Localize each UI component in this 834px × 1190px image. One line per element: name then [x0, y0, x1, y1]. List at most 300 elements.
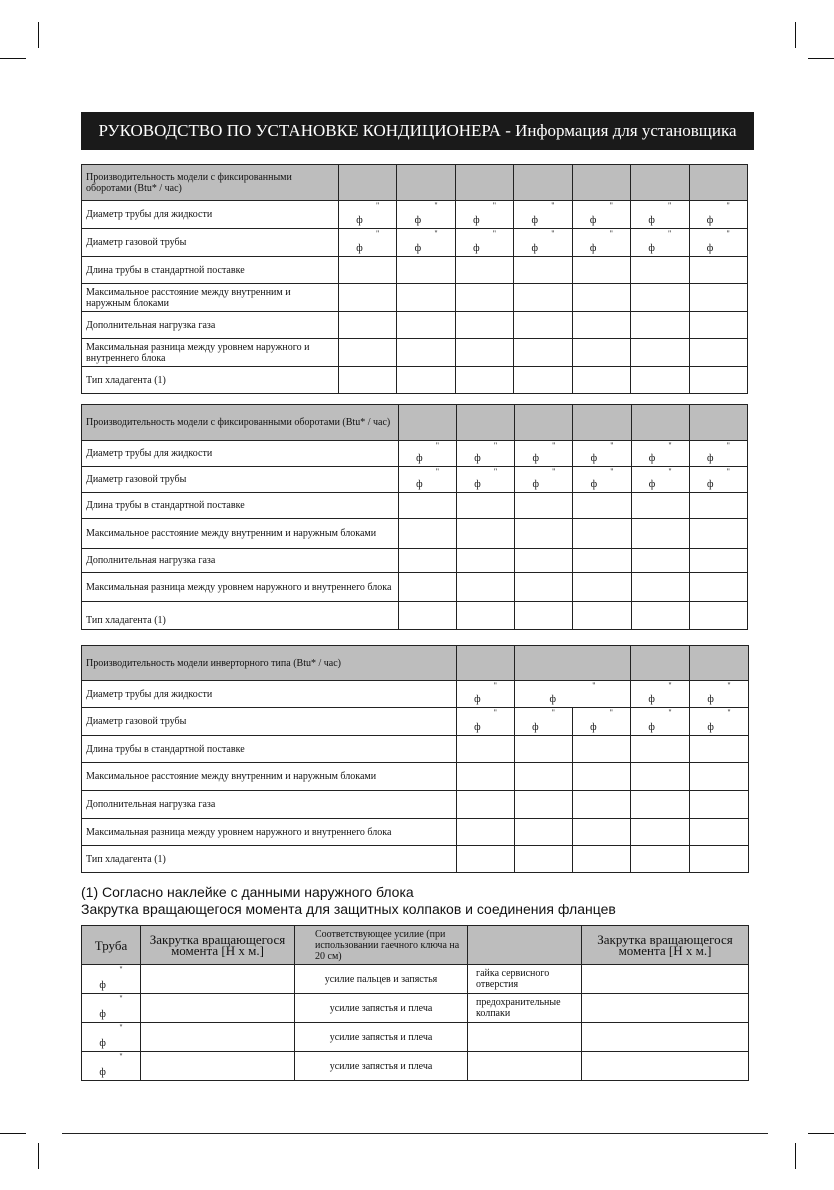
header-cell — [515, 405, 573, 441]
pipe-diameter-cell — [82, 965, 141, 994]
cell — [514, 339, 572, 367]
inch-symbol: " — [552, 467, 556, 476]
crop-mark — [38, 22, 39, 48]
table-header: Производительность модели с фиксированными оборотами (Btu* / час) — [82, 165, 339, 201]
header-cell — [455, 165, 513, 201]
diameter-cell — [455, 201, 513, 229]
cell — [515, 736, 573, 763]
table-header: Производительность модели инверторного типа (Btu* / час) — [82, 646, 457, 681]
cell — [689, 573, 747, 602]
cell — [514, 257, 572, 284]
cell — [457, 519, 515, 549]
cell — [515, 602, 573, 630]
row-label: Максимальное расстояние между внутренним и наружным блоками — [82, 763, 457, 791]
cell — [515, 519, 573, 549]
row-label: Максимальная разница между уровнем наружного и внутреннего блока — [82, 573, 399, 602]
cell — [689, 602, 747, 630]
cell — [399, 573, 457, 602]
cell — [631, 791, 690, 819]
diameter-cell — [631, 467, 689, 493]
row-label: Дополнительная нагрузка газа — [82, 312, 339, 339]
row-label: Дополнительная нагрузка газа — [82, 549, 399, 573]
inch-symbol: " — [609, 201, 613, 210]
phi-symbol: ф — [474, 453, 481, 464]
cell — [397, 284, 455, 312]
force-cell: усилие пальцев и запястья — [295, 965, 468, 994]
header-torque: Закрутка вращающегося момента [Н х м.] — [582, 926, 749, 965]
torque-table — [81, 925, 749, 1081]
phi-symbol: ф — [706, 243, 714, 254]
inch-symbol: " — [435, 441, 440, 450]
cell — [572, 257, 630, 284]
cell — [631, 819, 690, 846]
row-label: Тип хладагента (1) — [82, 846, 457, 873]
row-label: Максимальное расстояние между внутренним и наружным блоками — [82, 284, 339, 312]
cell — [689, 367, 747, 394]
phi-symbol: ф — [99, 980, 106, 991]
table-row — [82, 708, 749, 736]
spec-table-fixed-2 — [81, 404, 748, 630]
cell — [690, 763, 749, 791]
inch-symbol: " — [493, 467, 498, 476]
cell — [397, 312, 455, 339]
cell — [689, 312, 747, 339]
phi-symbol: ф — [414, 215, 422, 226]
cell — [141, 1023, 295, 1052]
cell — [631, 549, 689, 573]
cell — [631, 312, 689, 339]
diameter-cell — [690, 681, 749, 708]
phi-symbol: ф — [648, 722, 655, 733]
part-cell — [468, 1023, 582, 1052]
table-header: Производительность модели с фиксированными оборотами (Btu* / час) — [82, 405, 399, 441]
phi-symbol: ф — [590, 722, 597, 733]
cell — [455, 312, 513, 339]
phi-symbol: ф — [648, 243, 655, 254]
cell — [572, 339, 630, 367]
inch-symbol: " — [668, 201, 672, 210]
table-row — [82, 493, 748, 519]
inch-symbol: " — [119, 965, 123, 974]
phi-symbol: ф — [531, 243, 538, 254]
diameter-cell — [573, 441, 631, 467]
cell — [455, 284, 513, 312]
inch-symbol: " — [551, 201, 555, 210]
diameter-cell — [631, 229, 689, 257]
part-cell: гайка сервисного отверстия — [468, 965, 582, 994]
table-row — [82, 284, 748, 312]
cell — [582, 1023, 749, 1052]
table-row — [82, 367, 748, 394]
cell — [631, 493, 689, 519]
cell — [397, 257, 455, 284]
header-pipe: Труба — [82, 926, 141, 965]
cell — [573, 736, 631, 763]
cell — [573, 602, 631, 630]
header-cell — [631, 405, 689, 441]
table-row — [82, 441, 748, 467]
inch-symbol: " — [592, 681, 596, 690]
diameter-cell — [689, 201, 747, 229]
table-row — [82, 681, 749, 708]
cell — [689, 339, 747, 367]
diameter-cell — [573, 708, 631, 736]
inch-symbol: " — [434, 229, 438, 238]
inch-symbol: " — [493, 441, 498, 450]
crop-mark — [38, 1143, 39, 1169]
phi-symbol: ф — [590, 453, 598, 464]
inch-symbol: " — [668, 708, 672, 717]
row-label: Тип хладагента (1) — [82, 367, 339, 394]
cell — [339, 284, 397, 312]
diameter-cell — [339, 229, 397, 257]
inch-symbol: " — [726, 201, 730, 210]
diameter-cell — [572, 229, 630, 257]
cell — [399, 493, 457, 519]
row-label: Диаметр газовой трубы — [82, 708, 457, 736]
inch-symbol: " — [493, 708, 497, 717]
row-label: Длина трубы в стандартной поставке — [82, 257, 339, 284]
phi-symbol: ф — [474, 722, 481, 733]
cell — [582, 994, 749, 1023]
diameter-cell — [339, 201, 397, 229]
page-title: РУКОВОДСТВО ПО УСТАНОВКЕ КОНДИЦИОНЕРА - Информация для установщика — [81, 112, 754, 150]
phi-symbol: ф — [414, 243, 422, 254]
crop-mark — [795, 22, 796, 48]
cell — [582, 965, 749, 994]
row-label: Диаметр газовой трубы — [82, 229, 339, 257]
inch-symbol: " — [726, 441, 730, 450]
table-row — [82, 519, 748, 549]
header-force: Соответствующее усилие (при использовании гаечного ключа на 20 см) — [295, 926, 468, 965]
cell — [573, 846, 631, 873]
cell — [631, 257, 689, 284]
cell — [582, 1052, 749, 1081]
header-cell — [397, 165, 455, 201]
cell — [573, 763, 631, 791]
cell — [397, 367, 455, 394]
cell — [631, 736, 690, 763]
cell — [457, 493, 515, 519]
cell — [515, 573, 573, 602]
cell — [339, 312, 397, 339]
phi-symbol: ф — [416, 479, 423, 490]
inch-symbol: " — [668, 229, 672, 238]
diameter-cell — [397, 201, 455, 229]
cell — [457, 736, 515, 763]
phi-symbol: ф — [532, 722, 539, 733]
inch-symbol: " — [609, 708, 613, 717]
header-cell — [690, 646, 749, 681]
phi-symbol: ф — [474, 479, 481, 490]
inch-symbol: " — [119, 1052, 123, 1061]
cell — [457, 791, 515, 819]
inch-symbol: " — [375, 229, 380, 238]
phi-symbol: ф — [648, 479, 656, 490]
cell — [573, 573, 631, 602]
header-cell — [514, 165, 572, 201]
diameter-cell — [573, 467, 631, 493]
phi-symbol: ф — [707, 694, 714, 705]
crop-mark — [808, 58, 834, 59]
header-cell — [339, 165, 397, 201]
cell — [689, 284, 747, 312]
inch-symbol: " — [551, 708, 555, 717]
header-cell — [457, 646, 515, 681]
crop-mark — [795, 1143, 796, 1169]
force-cell: усилие запястья и плеча — [295, 1023, 468, 1052]
inch-symbol: " — [727, 681, 731, 690]
inch-symbol: " — [492, 229, 497, 238]
phi-symbol: ф — [99, 1038, 106, 1049]
table-row — [82, 229, 748, 257]
inch-symbol: " — [668, 441, 672, 450]
cell — [689, 493, 747, 519]
cell — [457, 602, 515, 630]
inch-symbol: " — [610, 467, 614, 476]
cell — [631, 763, 690, 791]
diameter-cell — [457, 681, 515, 708]
row-label: Максимальная разница между уровнем наружного и внутреннего блока — [82, 339, 339, 367]
inch-symbol: " — [727, 708, 731, 717]
inch-symbol: " — [551, 229, 555, 238]
cell — [515, 493, 573, 519]
phi-symbol: ф — [648, 215, 655, 226]
table-row — [82, 602, 748, 630]
cell — [399, 519, 457, 549]
cell — [339, 339, 397, 367]
cell — [573, 819, 631, 846]
cell — [572, 312, 630, 339]
cell — [572, 284, 630, 312]
cell — [397, 339, 455, 367]
inch-symbol: " — [375, 201, 380, 210]
crop-mark — [808, 1133, 834, 1134]
diameter-cell — [689, 229, 747, 257]
phi-symbol: ф — [531, 215, 538, 226]
row-label: Максимальная разница между уровнем наружного и внутреннего блока — [82, 819, 457, 846]
torque-section-title: Закрутка вращающегося момента для защитных колпаков и соединения фланцев — [81, 901, 616, 917]
table-row — [82, 1023, 749, 1052]
cell — [573, 549, 631, 573]
phi-symbol: ф — [707, 722, 714, 733]
phi-symbol: ф — [532, 479, 539, 490]
crop-mark — [0, 1133, 26, 1134]
table-row — [82, 819, 749, 846]
cell — [515, 846, 573, 873]
table-row — [82, 467, 748, 493]
cell — [455, 339, 513, 367]
header-cell — [457, 405, 515, 441]
cell — [515, 791, 573, 819]
cell — [514, 284, 572, 312]
cell — [690, 791, 749, 819]
row-label: Тип хладагента (1) — [82, 602, 399, 630]
pipe-diameter-cell — [82, 994, 141, 1023]
inch-symbol: " — [609, 229, 613, 238]
phi-symbol: ф — [474, 694, 481, 705]
spec-table-inverter — [81, 645, 749, 873]
diameter-cell — [399, 467, 457, 493]
row-label: Длина трубы в стандартной поставке — [82, 493, 399, 519]
phi-symbol: ф — [473, 243, 480, 254]
header-cell — [572, 165, 630, 201]
phi-symbol: ф — [356, 243, 363, 254]
phi-symbol: ф — [356, 215, 363, 226]
row-label: Диаметр трубы для жидкости — [82, 441, 399, 467]
cell — [515, 819, 573, 846]
phi-symbol: ф — [648, 453, 656, 464]
cell — [514, 367, 572, 394]
diameter-cell — [515, 708, 573, 736]
phi-symbol: ф — [99, 1009, 106, 1020]
phi-symbol: ф — [589, 243, 597, 254]
diameter-cell — [631, 708, 690, 736]
part-cell: предохранительные колпаки — [468, 994, 582, 1023]
inch-symbol: " — [726, 467, 730, 476]
header-cell — [631, 165, 689, 201]
phi-symbol: ф — [590, 479, 598, 490]
table-row — [82, 994, 749, 1023]
diameter-cell — [455, 229, 513, 257]
diameter-cell — [514, 229, 572, 257]
cell — [514, 312, 572, 339]
diameter-cell — [572, 201, 630, 229]
cell — [457, 819, 515, 846]
header-cell — [399, 405, 457, 441]
phi-symbol: ф — [99, 1067, 106, 1078]
table-row — [82, 339, 748, 367]
cell — [515, 549, 573, 573]
inch-symbol: " — [552, 441, 556, 450]
phi-symbol: ф — [648, 694, 655, 705]
cell — [689, 519, 747, 549]
phi-symbol: ф — [706, 479, 714, 490]
cell — [455, 367, 513, 394]
diameter-cell — [397, 229, 455, 257]
part-cell — [468, 1052, 582, 1081]
diameter-cell — [515, 467, 573, 493]
row-label: Диаметр трубы для жидкости — [82, 201, 339, 229]
spec-table-fixed-1 — [81, 164, 748, 394]
cell — [631, 573, 689, 602]
table-row — [82, 846, 749, 873]
header-torque: Закрутка вращающегося момента [Н х м.] — [141, 926, 295, 965]
header-cell — [689, 405, 747, 441]
inch-symbol: " — [668, 681, 672, 690]
footer-rule — [62, 1133, 768, 1134]
inch-symbol: " — [493, 681, 497, 690]
header-cell — [515, 646, 631, 681]
table-row — [82, 1052, 749, 1081]
cell — [399, 602, 457, 630]
cell — [573, 519, 631, 549]
table-row — [82, 736, 749, 763]
cell — [455, 257, 513, 284]
cell — [572, 367, 630, 394]
cell — [690, 736, 749, 763]
row-label: Дополнительная нагрузка газа — [82, 791, 457, 819]
table-row — [82, 201, 748, 229]
cell — [573, 493, 631, 519]
diameter-cell — [631, 441, 689, 467]
table-row — [82, 791, 749, 819]
footnote: (1) Согласно наклейке с данными наружного блока — [81, 884, 414, 900]
cell — [457, 549, 515, 573]
cell — [339, 257, 397, 284]
diameter-cell — [689, 441, 747, 467]
inch-symbol: " — [435, 467, 440, 476]
pipe-diameter-cell — [82, 1052, 141, 1081]
inch-symbol: " — [492, 201, 497, 210]
cell — [631, 846, 690, 873]
diameter-cell — [631, 681, 690, 708]
force-cell: усилие запястья и плеча — [295, 1052, 468, 1081]
diameter-cell — [690, 708, 749, 736]
inch-symbol: " — [119, 1023, 123, 1032]
inch-symbol: " — [668, 467, 672, 476]
force-cell: усилие запястья и плеча — [295, 994, 468, 1023]
crop-mark — [0, 58, 26, 59]
diameter-cell — [457, 441, 515, 467]
diameter-cell — [514, 201, 572, 229]
cell — [515, 763, 573, 791]
header-cell — [689, 165, 747, 201]
phi-symbol: ф — [473, 215, 480, 226]
table-row — [82, 549, 748, 573]
cell — [631, 367, 689, 394]
table-row — [82, 763, 749, 791]
cell — [631, 339, 689, 367]
diameter-cell — [515, 681, 631, 708]
table-row — [82, 312, 748, 339]
cell — [457, 846, 515, 873]
cell — [399, 549, 457, 573]
phi-symbol: ф — [549, 694, 556, 705]
cell — [690, 819, 749, 846]
cell — [339, 367, 397, 394]
row-label: Длина трубы в стандартной поставке — [82, 736, 457, 763]
header-cell — [631, 646, 690, 681]
cell — [690, 846, 749, 873]
table-row — [82, 573, 748, 602]
cell — [457, 573, 515, 602]
cell — [141, 965, 295, 994]
phi-symbol: ф — [532, 453, 539, 464]
diameter-cell — [399, 441, 457, 467]
cell — [631, 602, 689, 630]
phi-symbol: ф — [706, 453, 714, 464]
phi-symbol: ф — [706, 215, 714, 226]
pipe-diameter-cell — [82, 1023, 141, 1052]
cell — [457, 763, 515, 791]
diameter-cell — [457, 467, 515, 493]
diameter-cell — [457, 708, 515, 736]
phi-symbol: ф — [416, 453, 423, 464]
cell — [689, 257, 747, 284]
cell — [141, 994, 295, 1023]
header-cell — [573, 405, 631, 441]
header-blank — [468, 926, 582, 965]
inch-symbol: " — [434, 201, 438, 210]
table-row — [82, 965, 749, 994]
cell — [141, 1052, 295, 1081]
inch-symbol: " — [610, 441, 614, 450]
diameter-cell — [631, 201, 689, 229]
cell — [631, 519, 689, 549]
cell — [689, 549, 747, 573]
inch-symbol: " — [119, 994, 123, 1003]
